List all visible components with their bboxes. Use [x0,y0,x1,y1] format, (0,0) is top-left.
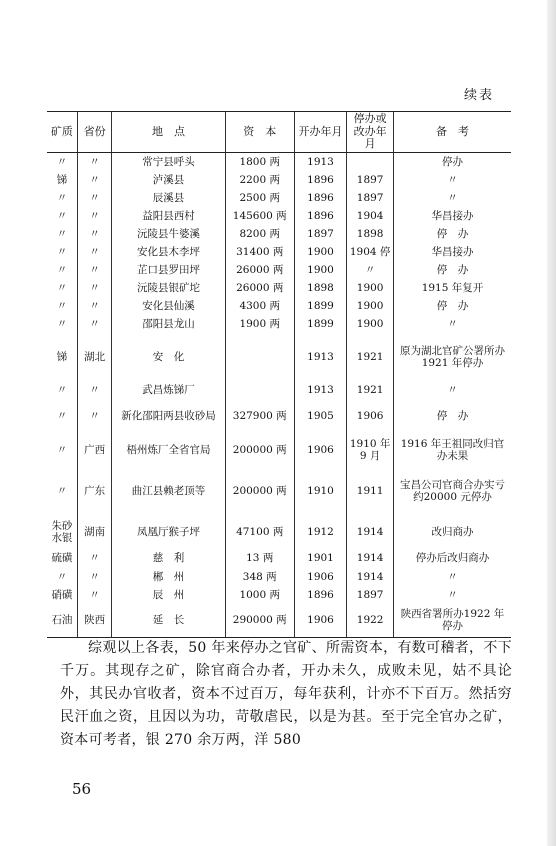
cell-capital [225,381,294,399]
table-row [47,433,511,467]
table-row [47,586,511,604]
cell-location: 郴 州 [112,568,225,586]
cell-opened: 1900 [294,261,347,279]
cell-location: 益阳县西村 [112,207,225,225]
cell-opened: 1899 [294,297,347,315]
paragraph-text: 综观以上各表，50 年来停办之官矿、所需资本，有数可稽者，不下千万。其现存之矿，除官商合办者，开办未久，成败未见，姑不具论外，其民办官收者，资本不过百万，每年获利，计亦不下百万。然括穷民汗血之资，且因以为功，苛敬虐民，以是为甚。至于完全官办之矿，资本可考者，银 270 余万两，洋 580 [60,640,512,748]
cell-capital: 26000 两 [225,261,294,279]
cell-capital: 26000 两 [225,279,294,297]
cell-location: 辰 州 [112,586,225,604]
cell-capital: 47100 两 [225,515,294,549]
cell-opened: 1897 [294,225,347,243]
table-row [47,333,511,381]
cell-stopped: 1922 [347,604,394,638]
cell-stopped: 1897 [347,586,394,604]
table-row [47,399,511,433]
cell-opened: 1913 [294,333,347,381]
cell-opened: 1913 [294,381,347,399]
cell-location: 常宁县呼头 [112,152,225,170]
cell-opened: 1896 [294,207,347,225]
page-number: 56 [72,780,92,798]
cell-remarks: 陕西省署所办1922 年停办 [393,604,511,638]
table-row [47,315,511,333]
cell-stopped: 1914 [347,549,394,567]
cell-remarks: 〃 [393,315,511,333]
cell-stopped: 1900 [347,315,394,333]
cell-mineral: 〃 [56,570,68,583]
cell-opened: 1912 [294,515,347,549]
cell-remarks: 1915 年复开 [393,279,511,297]
header-province: 省份 [77,112,111,153]
cell-remarks: 〃 [393,171,511,189]
cell-province: 〃 [77,568,111,586]
continued-label: 续表 [463,88,494,103]
cell-remarks: 停 办 [393,297,511,315]
cell-stopped [347,152,394,170]
header-location: 地 点 [112,112,225,153]
table-row [47,279,511,297]
cell-remarks: 〃 [393,568,511,586]
cell-location: 曲江县赖老顶等 [112,467,225,515]
cell-mineral: 石油 [47,604,77,638]
cell-opened: 1906 [294,433,347,467]
cell-mineral: 〃 [56,209,68,222]
cell-stopped: 1914 [347,568,394,586]
cell-province: 〃 [77,261,111,279]
cell-province: 〃 [77,399,111,433]
cell-capital: 2500 两 [225,189,294,207]
cell-remarks: 停 办 [393,399,511,433]
cell-mineral: 〃 [56,300,68,313]
cell-mineral: 〃 [56,155,68,168]
cell-capital: 2200 两 [225,171,294,189]
cell-stopped: 1897 [347,171,394,189]
cell-stopped: 1910 年9 月 [347,433,394,467]
cell-location: 安 化 [112,333,225,381]
cell-stopped: 1900 [347,297,394,315]
cell-province: 陕西 [77,604,111,638]
cell-province: 〃 [77,315,111,333]
cell-remarks: 〃 [393,586,511,604]
cell-stopped: 1897 [347,189,394,207]
cell-remarks: 〃 [393,189,511,207]
cell-capital: 1000 两 [225,586,294,604]
cell-remarks: 停办后改归商办 [393,549,511,567]
body-paragraph [60,637,512,752]
cell-mineral: 锑 [56,173,68,186]
cell-remarks: 停 办 [393,261,511,279]
table-row [47,604,511,638]
cell-capital: 327900 两 [225,399,294,433]
cell-province: 〃 [77,549,111,567]
cell-opened: 1898 [294,279,347,297]
cell-mineral: 朱砂水银 [51,520,73,545]
cell-province: 〃 [77,207,111,225]
cell-stopped: 1914 [347,515,394,549]
cell-location: 泸溪县 [112,171,225,189]
cell-opened: 1901 [294,549,347,567]
cell-opened: 1905 [294,399,347,433]
cell-location: 沅陵县牛婆溪 [112,225,225,243]
cell-remarks: 原为湖北官矿公署所办1921 年停办 [393,333,511,381]
cell-province: 湖北 [77,333,111,381]
cell-location: 安化县木李坪 [112,243,225,261]
cell-province: 〃 [77,225,111,243]
cell-mineral: 〃 [56,485,68,498]
cell-province: 〃 [77,152,111,170]
cell-stopped: 1921 [347,333,394,381]
cell-capital: 1800 两 [225,152,294,170]
cell-mineral: 〃 [56,410,68,423]
table-row [47,467,511,515]
cell-province: 〃 [77,279,111,297]
cell-remarks: 改归商办 [393,515,511,549]
cell-capital: 348 两 [225,568,294,586]
cell-province: 〃 [77,586,111,604]
table-row [47,225,511,243]
mines-table [47,111,511,638]
table-row [47,261,511,279]
cell-capital: 290000 两 [225,604,294,638]
cell-remarks: 停办 [393,152,511,170]
cell-opened: 1896 [294,586,347,604]
cell-stopped: 1900 [347,279,394,297]
cell-stopped: 1904 停 [347,243,394,261]
cell-mineral: 〃 [56,227,68,240]
cell-mineral: 锑 [56,351,68,364]
cell-opened: 1913 [294,152,347,170]
table-row [47,568,511,586]
table-row [47,171,511,189]
table-header-row [47,112,511,153]
cell-stopped: 1911 [347,467,394,515]
cell-province: 湖南 [77,515,111,549]
cell-capital: 31400 两 [225,243,294,261]
cell-capital: 4300 两 [225,297,294,315]
cell-mineral: 〃 [56,245,68,258]
cell-opened: 1896 [294,171,347,189]
table-row [47,381,511,399]
cell-remarks: 华昌接办 [393,243,511,261]
cell-capital: 1900 两 [225,315,294,333]
cell-opened: 1896 [294,189,347,207]
table-row [47,243,511,261]
cell-province: 〃 [77,381,111,399]
cell-location: 辰溪县 [112,189,225,207]
cell-location: 武昌炼锑厂 [112,381,225,399]
table-row [47,152,511,170]
cell-location: 沅陵县银矿坨 [112,279,225,297]
cell-opened: 1910 [294,467,347,515]
cell-stopped: 1906 [347,399,394,433]
cell-province: 广东 [77,467,111,515]
cell-mineral: 〃 [56,384,68,397]
cell-remarks: 1916 年王祖同改归官办未果 [393,433,511,467]
cell-mineral: 硝磺 [51,588,73,601]
cell-location: 芷口县罗田坪 [112,261,225,279]
cell-mineral: 〃 [56,444,68,457]
table-row [47,515,511,549]
cell-location: 安化县仙溪 [112,297,225,315]
header-capital: 资 本 [225,112,294,153]
cell-remarks: 华昌接办 [393,207,511,225]
cell-mineral: 硫磺 [51,552,73,565]
cell-mineral: 〃 [56,318,68,331]
cell-capital: 8200 两 [225,225,294,243]
cell-mineral: 〃 [56,264,68,276]
cell-opened: 1906 [294,604,347,638]
cell-stopped: 〃 [347,261,394,279]
cell-stopped: 1921 [347,381,394,399]
table-row [47,207,511,225]
cell-opened: 1906 [294,568,347,586]
header-mineral: 矿质 [47,112,77,153]
cell-opened: 1900 [294,243,347,261]
cell-stopped: 1898 [347,225,394,243]
cell-location: 新化邵阳两县收砂局 [112,399,225,433]
cell-province: 广西 [77,433,111,467]
table-row [47,297,511,315]
cell-location: 慈 利 [112,549,225,567]
cell-province: 〃 [77,171,111,189]
cell-capital: 200000 两 [225,433,294,467]
header-stopped: 停办或改办年月 [347,112,394,153]
cell-location: 延 长 [112,604,225,638]
table-row [47,549,511,567]
cell-location: 梧州炼厂全省官局 [112,433,225,467]
cell-remarks: 宝昌公司官商合办实亏约20000 元停办 [393,467,511,515]
cell-location: 凤凰厅猴子坪 [112,515,225,549]
cell-remarks: 停 办 [393,225,511,243]
page-edge-shadow [547,0,556,846]
cell-province: 〃 [77,243,111,261]
cell-province: 〃 [77,297,111,315]
cell-province: 〃 [77,189,111,207]
cell-opened: 1899 [294,315,347,333]
header-opened: 开办年月 [294,112,347,153]
cell-mineral: 〃 [56,191,68,204]
cell-remarks: 〃 [393,381,511,399]
header-remarks: 备 考 [393,112,511,153]
cell-stopped: 1904 [347,207,394,225]
cell-location: 邵阳县龙山 [112,315,225,333]
cell-capital [225,333,294,381]
cell-capital: 145600 两 [225,207,294,225]
cell-capital: 200000 两 [225,467,294,515]
table-row [47,189,511,207]
cell-capital: 13 两 [225,549,294,567]
cell-mineral: 〃 [56,282,68,295]
